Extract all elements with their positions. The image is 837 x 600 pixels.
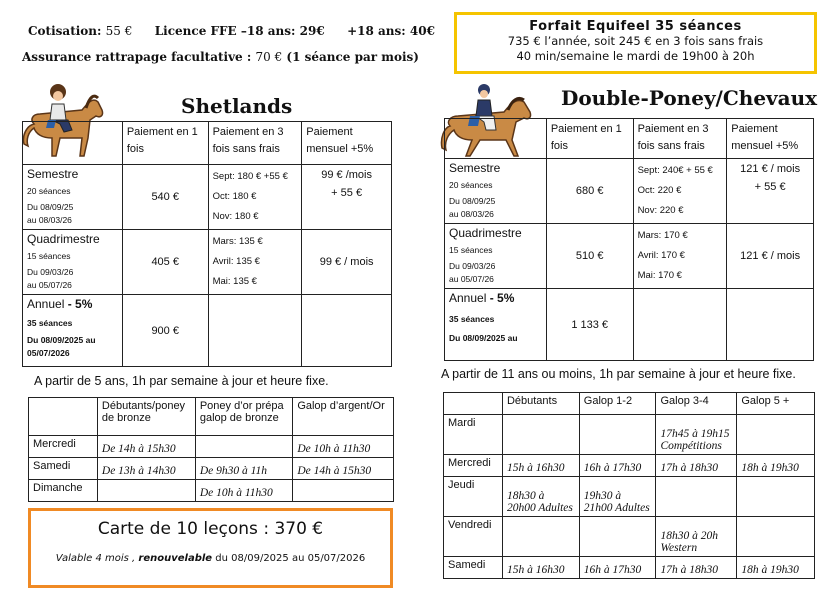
slot: De 14h à 15h30 [293, 458, 394, 480]
price-one: 1 133 € [546, 289, 633, 361]
slot [97, 480, 195, 502]
row-name: Semestre [27, 167, 79, 181]
day-label: Dimanche [29, 480, 98, 502]
assurance-note: (1 séance par mois) [286, 50, 419, 64]
slot [195, 436, 292, 458]
licence-over18: 40€ [409, 24, 435, 38]
slot: De 10h à 11h30 [293, 436, 394, 458]
row-label-semestre: Semestre 20 séances Du 08/09/25 au 08/03/26 [23, 165, 123, 230]
slot [293, 480, 394, 502]
slot: De 14h à 15h30 [97, 436, 195, 458]
day-label: Vendredi [444, 517, 503, 557]
forfait-line-1: 735 € l’année, soit 245 € en 3 fois sans frais [507, 34, 764, 48]
slot: 17h à 18h30 [656, 455, 737, 477]
double-price-table [444, 118, 814, 361]
row-label-annuel: Annuel - 5% 35 séances Du 08/09/2025 au 05/07/2026 [23, 295, 123, 367]
slot [502, 517, 579, 557]
shetlands-price-table [22, 121, 392, 367]
price-three: Sept: 240€ + 55 € Oct: 220 € Nov: 220 € [633, 159, 727, 224]
forfait-title: Forfait Equifeel 35 séances [529, 19, 742, 34]
schedule-header: Galop 3-4 [656, 393, 737, 415]
schedule-header: Galop 5 + [737, 393, 815, 415]
slot: De 13h à 14h30 [97, 458, 195, 480]
slot: 17h à 18h30 [656, 557, 737, 579]
header-one-payment: Paiement en 1 fois [546, 119, 633, 159]
insurance-line [22, 50, 419, 64]
slot [656, 477, 737, 517]
price-one: 900 € [122, 295, 208, 367]
header-monthly: Paiement mensuel +5% [727, 119, 814, 159]
slot [579, 415, 656, 455]
slot: 18h30 à 20h Western [656, 517, 737, 557]
header-monthly: Paiement mensuel +5% [302, 122, 392, 165]
header-one-payment: Paiement en 1 fois [122, 122, 208, 165]
corner-cell [23, 122, 123, 165]
slot [502, 415, 579, 455]
assurance-label: Assurance rattrapage facultative : [22, 50, 252, 64]
price-one: 540 € [122, 165, 208, 230]
slot [737, 415, 815, 455]
slot: 16h à 17h30 [579, 455, 656, 477]
row-label-quadrimestre: Quadrimestre 15 séances Du 09/03/26 au 05/07/26 [23, 230, 123, 295]
price-three: Sept: 180 € +55 € Oct: 180 € Nov: 180 € [208, 165, 302, 230]
day-label: Mercredi [29, 436, 98, 458]
day-label: Jeudi [444, 477, 503, 517]
double-schedule-table [443, 392, 815, 579]
slot: 15h à 16h30 [502, 557, 579, 579]
price-monthly: 121 € / mois [727, 224, 814, 289]
price-one: 510 € [546, 224, 633, 289]
header-three-payments: Paiement en 3 fois sans frais [208, 122, 302, 165]
day-label: Samedi [29, 458, 98, 480]
slot: 17h45 à 19h15 Compétitions [656, 415, 737, 455]
slot: 15h à 16h30 [502, 455, 579, 477]
double-title: Double-Poney/Chevaux [561, 86, 818, 110]
slot [579, 517, 656, 557]
cotisation-label: Cotisation: [28, 24, 102, 38]
carte-validity: Valable 4 mois , renouvelable du 08/09/2025 au 05/07/2026 [55, 553, 366, 564]
slot: 18h à 19h30 [737, 557, 815, 579]
shetlands-schedule-table [28, 397, 394, 502]
schedule-header: Galop d’argent/Or [293, 398, 394, 436]
row-label-semestre: Semestre 20 séances Du 08/09/25 au 08/03/26 [445, 159, 547, 224]
forfait-line-2: 40 min/semaine le mardi de 19h00 à 20h [516, 49, 755, 63]
slot: 16h à 17h30 [579, 557, 656, 579]
licence-over18-label: +18 ans: [347, 24, 406, 38]
slot: 18h à 19h30 [737, 455, 815, 477]
day-label: Mardi [444, 415, 503, 455]
price-one: 405 € [122, 230, 208, 295]
schedule-header: Galop 1-2 [579, 393, 656, 415]
slot: 18h30 à 20h00 Adultes [502, 477, 579, 517]
slot: De 10h à 11h30 [195, 480, 292, 502]
cotisation-value: 55 € [105, 24, 133, 38]
shetlands-title: Shetlands [181, 94, 293, 118]
licence-label: Licence FFE –18 ans: [154, 24, 296, 38]
forfait-box [454, 12, 817, 74]
price-one: 680 € [546, 159, 633, 224]
price-three: Mars: 135 € Avril: 135 € Mai: 135 € [208, 230, 302, 295]
price-three: Mars: 170 € Avril: 170 € Mai: 170 € [633, 224, 727, 289]
row-label-annuel: Annuel - 5% 35 séances Du 08/09/2025 au [445, 289, 547, 361]
assurance-value: 70 € [255, 50, 283, 64]
licence-under18: 29€ [299, 24, 325, 38]
day-label: Mercredi [444, 455, 503, 477]
carte-box [28, 508, 393, 588]
row-label-quadrimestre: Quadrimestre 15 séances Du 09/03/26 au 05/07/26 [445, 224, 547, 289]
slot [737, 517, 815, 557]
double-note: A partir de 11 ans ou moins, 1h par semaine à jour et heure fixe. [441, 367, 796, 381]
shetlands-note: A partir de 5 ans, 1h par semaine à jour et heure fixe. [34, 374, 329, 388]
slot: 19h30 à 21h00 Adultes [579, 477, 656, 517]
fees-line [28, 24, 435, 38]
schedule-header: Débutants [502, 393, 579, 415]
slot: De 9h30 à 11h [195, 458, 292, 480]
header-three-payments: Paiement en 3 fois sans frais [633, 119, 727, 159]
slot [737, 477, 815, 517]
price-monthly: 99 € / mois [302, 230, 392, 295]
carte-title: Carte de 10 leçons : 370 € [97, 519, 324, 539]
schedule-header: Débutants/poney de bronze [97, 398, 195, 436]
price-monthly: 99 € /mois + 55 € [302, 165, 392, 230]
price-monthly: 121 € / mois + 55 € [727, 159, 814, 224]
schedule-header: Poney d’or prépa galop de bronze [195, 398, 292, 436]
day-label: Samedi [444, 557, 503, 579]
